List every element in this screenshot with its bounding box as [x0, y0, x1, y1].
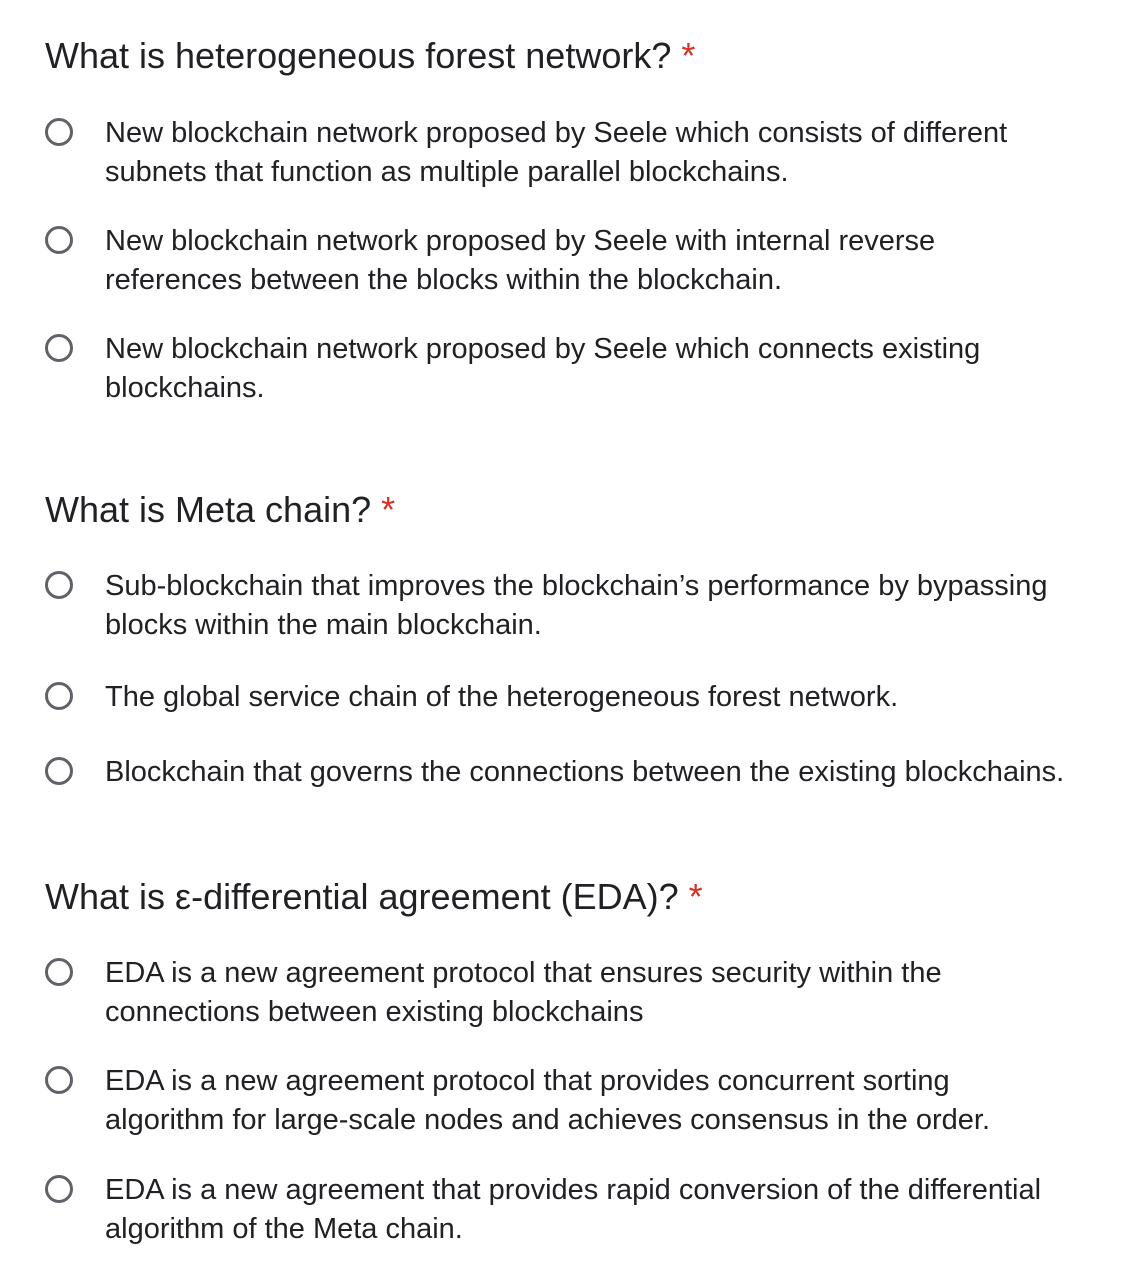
radio-option[interactable] [0, 567, 1141, 647]
radio-button-icon[interactable] [45, 226, 73, 254]
radio-button-icon[interactable] [45, 757, 73, 785]
radio-button-icon[interactable] [45, 571, 73, 599]
radio-button-icon[interactable] [45, 958, 73, 986]
radio-option[interactable] [0, 114, 1141, 194]
option-label: EDA is a new agreement that provides rapid conversion of the differential algorithm of the Meta chain. [105, 1174, 1042, 1245]
radio-button-icon[interactable] [45, 118, 73, 146]
option-label: Sub-blockchain that improves the blockchain’s performance by bypassing blocks within the main blockchain. [105, 570, 1048, 641]
option-label: The global service chain of the heterogeneous forest network. [105, 681, 899, 713]
question-title: What is heterogeneous forest network? * [45, 35, 696, 76]
option-label: New blockchain network proposed by Seele which consists of different subnets that function as multiple parallel blockchains. [105, 117, 1008, 188]
radio-button-icon[interactable] [45, 1066, 73, 1094]
question-title: What is Meta chain? * [45, 489, 396, 530]
question-title: What is ε-differential agreement (EDA)? * [45, 876, 703, 917]
radio-button-icon[interactable] [45, 682, 73, 710]
radio-option[interactable] [0, 753, 1141, 793]
radio-option[interactable] [0, 954, 1141, 1034]
radio-option[interactable] [0, 1171, 1141, 1251]
radio-option[interactable] [0, 678, 1141, 718]
required-asterisk: * [688, 876, 703, 917]
radio-button-icon[interactable] [45, 1175, 73, 1203]
radio-option[interactable] [0, 1062, 1141, 1142]
option-label: New blockchain network proposed by Seele which connects existing blockchains. [105, 333, 981, 404]
option-label: EDA is a new agreement protocol that ensures security within the connections between existing blockchains [105, 957, 942, 1028]
radio-option[interactable] [0, 330, 1141, 410]
option-label: EDA is a new agreement protocol that provides concurrent sorting algorithm for large-scale nodes and achieves consensus in the order. [105, 1065, 991, 1136]
radio-option[interactable] [0, 222, 1141, 302]
required-asterisk: * [681, 35, 696, 76]
radio-button-icon[interactable] [45, 334, 73, 362]
option-label: New blockchain network proposed by Seele with internal reverse references between the blocks within the blockchain. [105, 225, 936, 296]
option-label: Blockchain that governs the connections between the existing blockchains. [105, 756, 1065, 788]
required-asterisk: * [381, 489, 396, 530]
